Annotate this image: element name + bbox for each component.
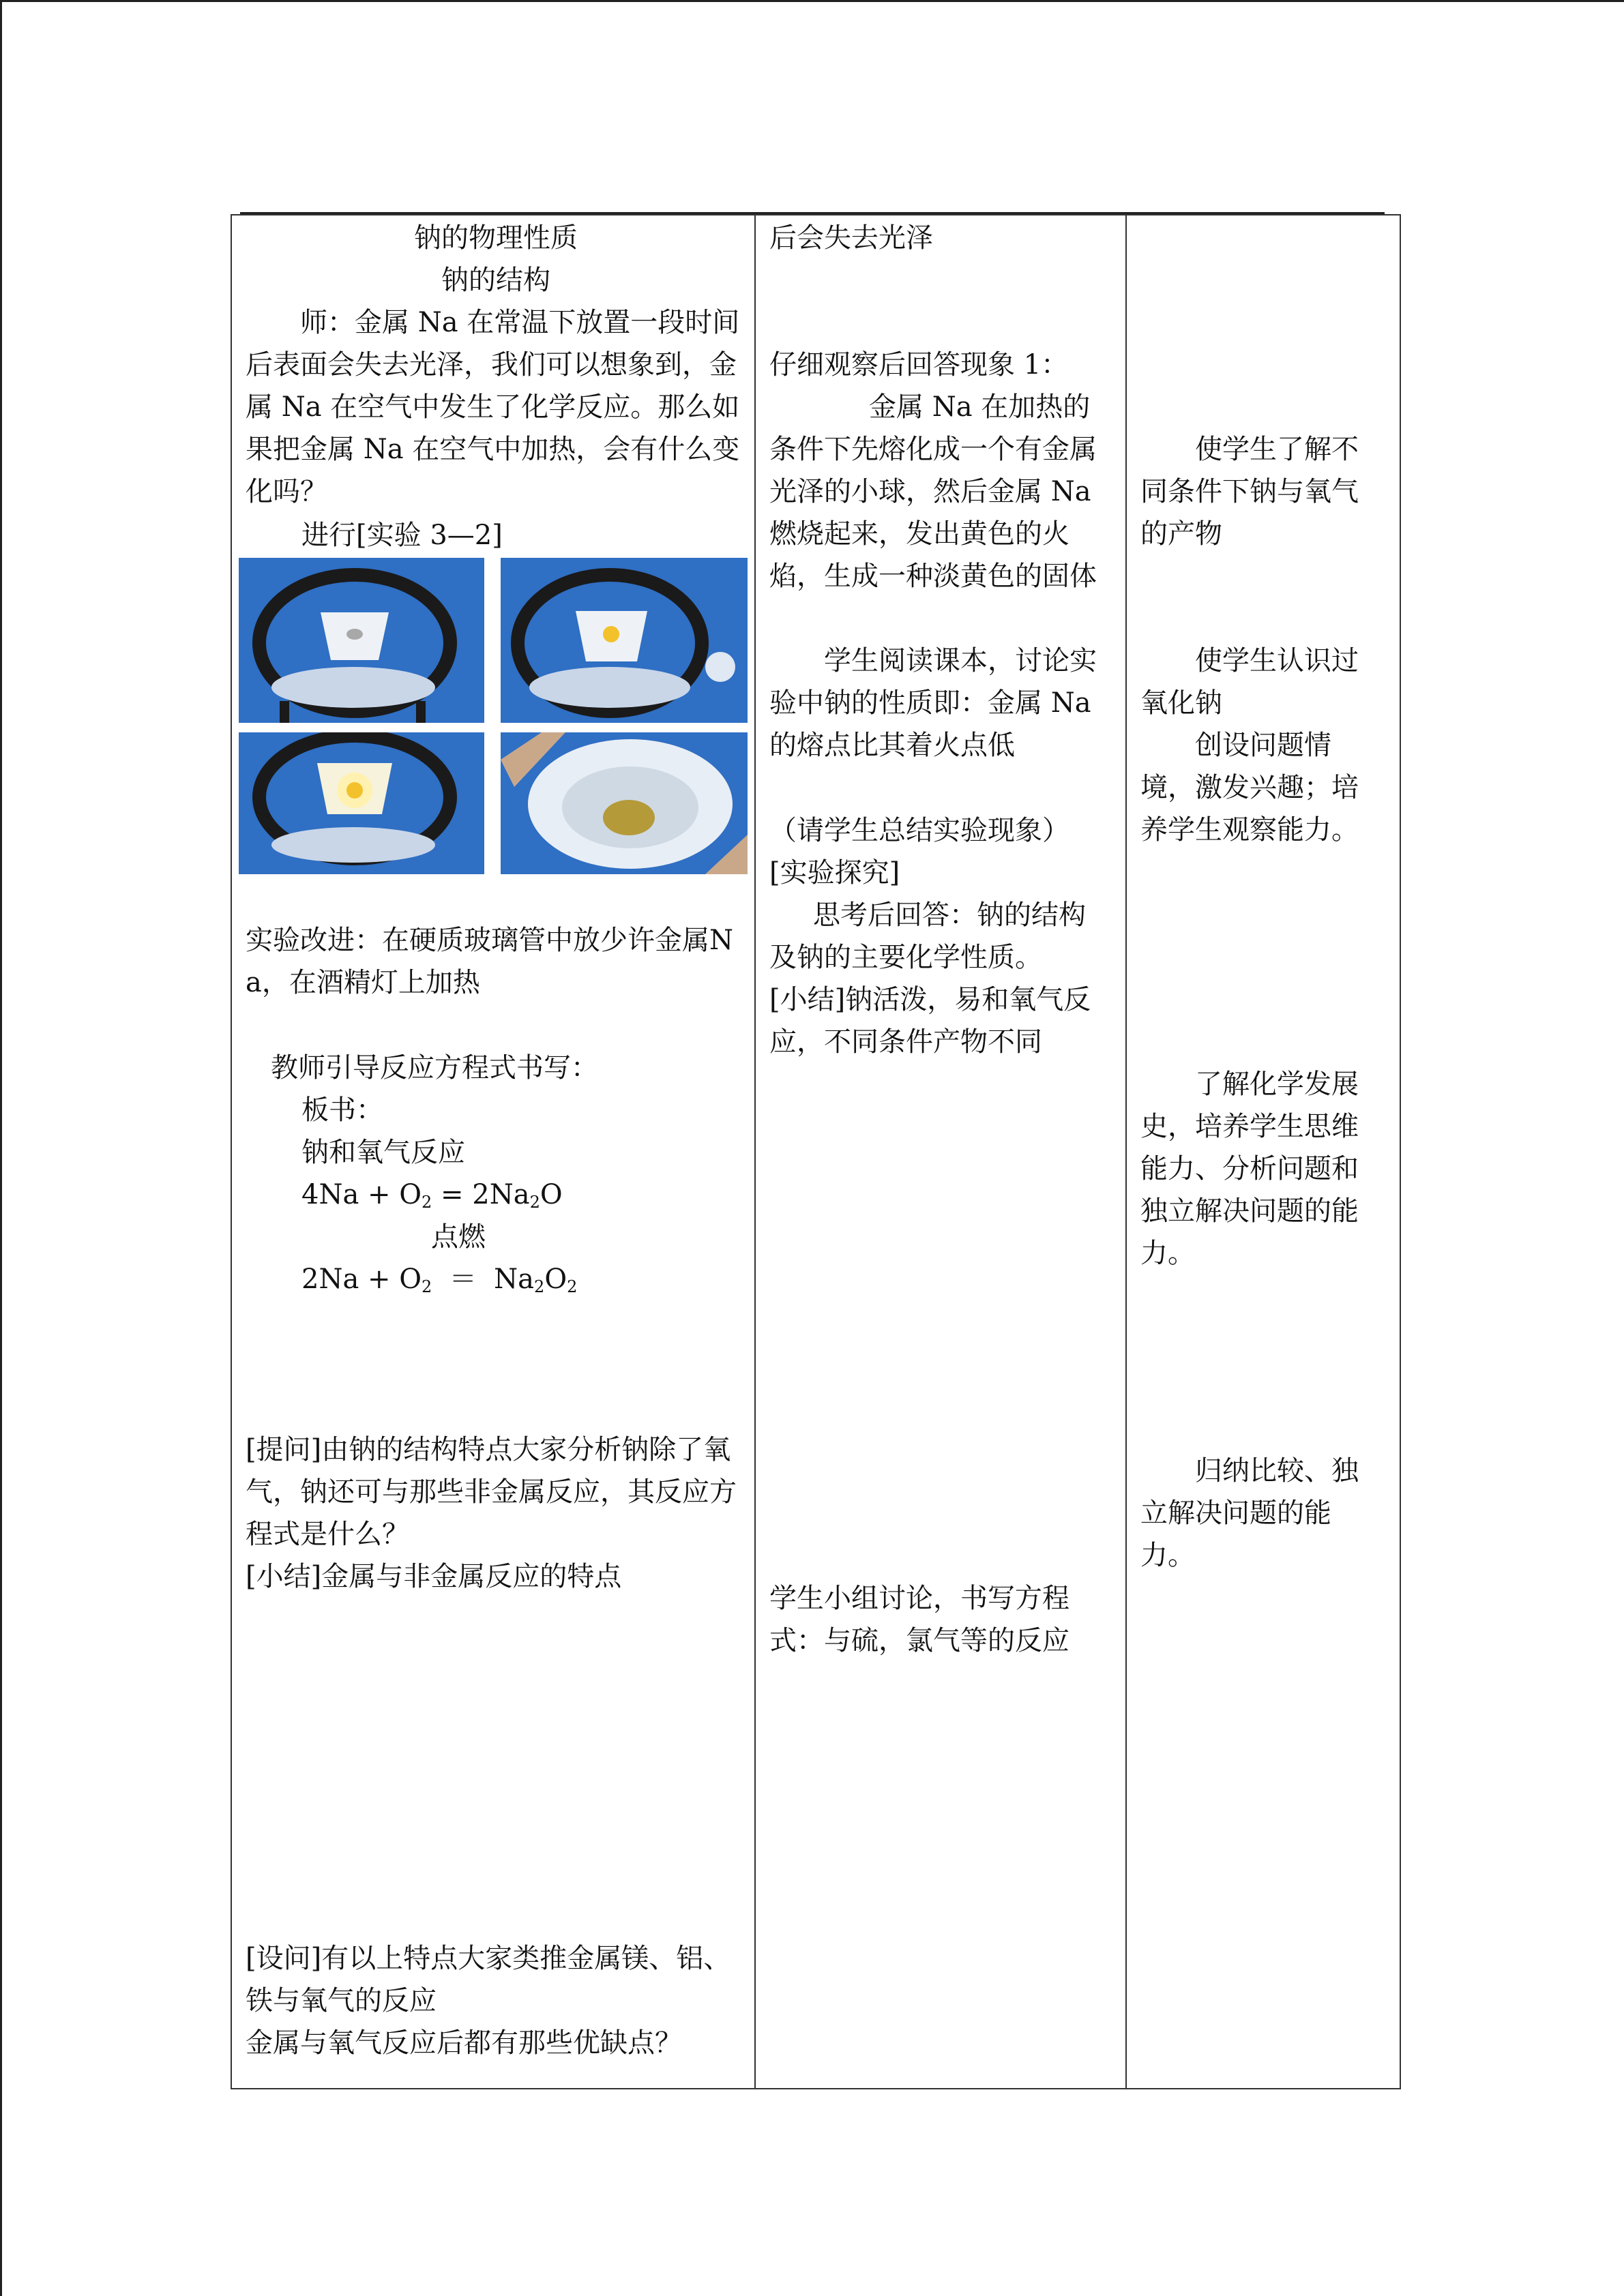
ignition-condition: 点燃: [431, 1221, 486, 1253]
teacher-paragraph: 师：金属 Na 在常温下放置一段时间后表面会失去光泽，我们可以想象到，金属 Na 在空气中发生了化学反应。那么如果把金属 Na 在空气中加热，会有什么变化吗？: [246, 307, 740, 507]
pros-cons-text: 金属与氧气反应后都有那些优缺点？: [246, 2027, 682, 2059]
title-physical-properties: 钠的物理性质: [414, 222, 578, 254]
goal-1: 使学生了解不同条件下钠与氧气的产物: [1140, 434, 1359, 550]
title-structure: 钠的结构: [441, 265, 550, 296]
please-text: （请学生总结实验现象）: [769, 815, 1069, 846]
summary-text-col1: [小结]金属与非金属反应的特点: [246, 1561, 622, 1592]
observe-text: 仔细观察后回答现象 1：: [769, 349, 1069, 381]
read-text: 学生阅读课本，讨论实验中钠的性质即：金属 Na 的熔点比其着火点低: [769, 645, 1097, 761]
experiment-photo-3: [239, 732, 484, 874]
experiment-photo-4: [501, 732, 748, 874]
goal-3: 创设问题情境，激发兴趣；培养学生观察能力。: [1140, 730, 1359, 846]
equation-1: $4Na + O_2 = 2Na_2O$: [301, 1179, 563, 1212]
guide-text: 教师引导反应方程式书写：: [271, 1052, 598, 1084]
col2-line1: 后会失去光泽: [769, 222, 933, 254]
column-divider-2: [1125, 215, 1127, 2088]
group-discussion-text: 学生小组讨论，书写方程式：与硫，氯气等的反应: [769, 1583, 1069, 1656]
reaction-title: 钠和氧气反应: [301, 1137, 465, 1168]
setq-text: [设问]有以上特点大家类推金属镁、铝、铁与氧气的反应: [246, 1943, 731, 2016]
answer-text: 思考后回答：钠的结构及钠的主要化学性质。: [769, 899, 1086, 973]
improvement-text: 实验改进：在硬质玻璃管中放少许金属Na，在酒精灯上加热: [246, 925, 733, 998]
column-divider-1: [754, 215, 756, 2088]
experiment-photo-1: [239, 558, 484, 723]
phenomenon-text: 金属 Na 在加热的条件下先熔化成一个有金属光泽的小球，然后金属 Na 燃烧起来，发出黄色的火焰，生成一种淡黄色的固体: [769, 391, 1097, 592]
experiment-label: 进行[实验 3—2]: [301, 520, 503, 551]
explore-label: [实验探究]: [769, 857, 900, 889]
goal-2: 使学生认识过氧化钠: [1140, 645, 1359, 719]
summary-text-col2: [小结]钠活泼，易和氧气反应，不同条件产物不同: [769, 984, 1091, 1058]
question-text: [提问]由钠的结构特点大家分析钠除了氧气，钠还可与那些非金属反应，其反应方程式是什么？: [246, 1434, 737, 1550]
goal-4: 了解化学发展史，培养学生思维能力、分析问题和独立解决问题的能力。: [1140, 1069, 1359, 1269]
board-label: 板书：: [301, 1094, 383, 1126]
goal-5: 归纳比较、独立解决问题的能力。: [1140, 1455, 1359, 1571]
experiment-photo-2: [501, 558, 748, 723]
equation-2: $2Na + O_2 = Na_2O_2$: [301, 1264, 578, 1296]
